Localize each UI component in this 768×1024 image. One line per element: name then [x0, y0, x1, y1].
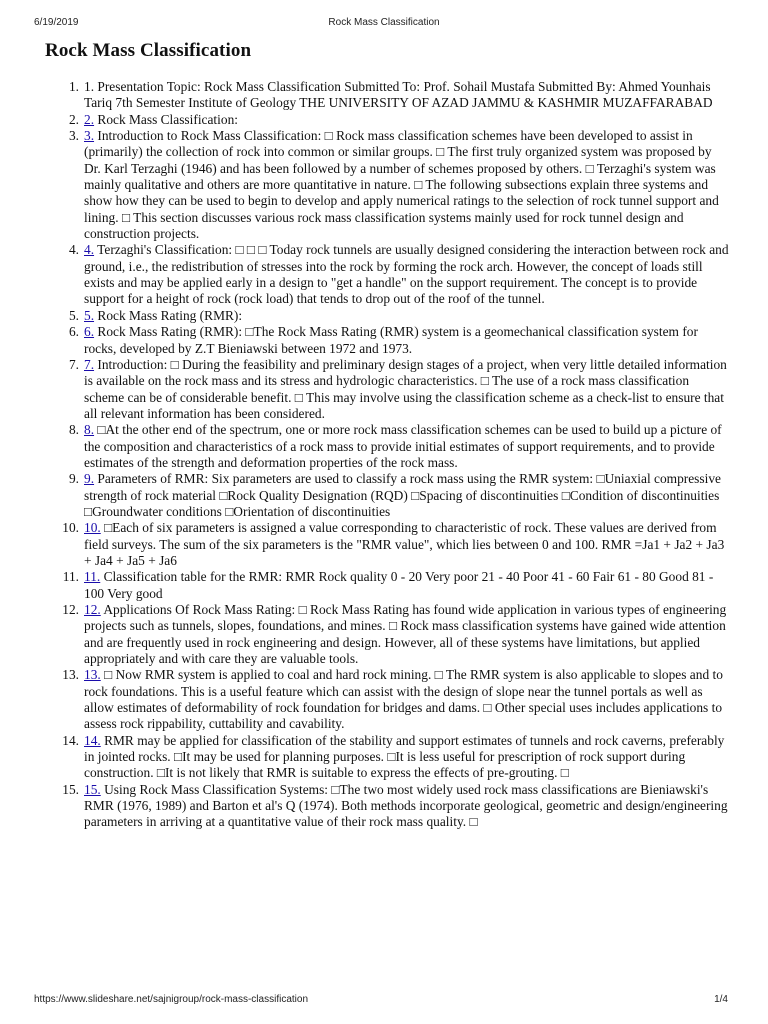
- list-item-text: Introduction to Rock Mass Classification: □ Rock mass classification schemes have been developed to assist in (primarily) the collection of rock into common or similar groups. □ The first truly organized system was proposed by Dr. Karl Terzaghi (1946) and has been followed by a number of schemes proposed by others. □ Terzaghi's system was mainly qualitative and others are more quantitative in nature. □ The following subsections explain three systems and show how they can be used to begin to develop and apply numerical ratings to the selection of rock tunnel support and lining. □ This section discusses various rock mass classification systems mainly used for rock tunnel design and construction projects.: [84, 128, 719, 242]
- list-item-text: Rock Mass Rating (RMR):: [94, 307, 243, 323]
- list-item: [68, 79, 730, 112]
- list-item: [68, 128, 730, 242]
- list-item-text: Terzaghi's Classification: □ □ □ Today rock tunnels are usually designed considering the interaction between rock and ground, i.e., the redistribution of stresses into the rock by forming the rock arch. However, the concept of loads still exists and may be applied early in a design to "get a handle" on the support requirement. The concept is to provide support for a height of rock (rock load) that tends to drop out of the roof of the tunnel.: [84, 242, 729, 307]
- list-item-number: 9.: [68, 471, 79, 487]
- list-item-number: 14.: [62, 732, 79, 748]
- list-item-text: Rock Mass Rating (RMR): □The Rock Mass Rating (RMR) system is a geomechanical classification system for rocks, developed by Z.T Bieniawski between 1972 and 1973.: [84, 324, 698, 356]
- list-item: [62, 520, 730, 569]
- list-item: [62, 781, 730, 831]
- list-item: [62, 732, 730, 782]
- list-item-text: □Each of six parameters is assigned a value corresponding to characteristic of rock. These values are derived from field surveys. The sum of the six parameters is the "RMR value", which lies between 0 and 100. RMR =Ja1 + Ja2 + Ja3 + Ja4 + Ja5 + Ja6: [84, 520, 725, 568]
- slide-link[interactable]: 3.: [84, 128, 95, 144]
- list-item: [68, 356, 730, 422]
- slide-link[interactable]: 8.: [84, 422, 95, 438]
- list-item-number: 12.: [62, 602, 79, 617]
- list-item: [68, 324, 730, 357]
- list-item-text: □ Now RMR system is applied to coal and hard rock mining. □ The RMR system is also applicable to slopes and to rock foundations. This is a useful feature which can assist with the design of slope near the tunnel portals as well as allow estimates of deformability of rock foundation for bridges and dams. □ Other special uses includes applications to assess rock rippability, cuttability and cavability.: [84, 667, 723, 732]
- slide-link[interactable]: 14.: [84, 732, 101, 748]
- list-item-number: 6.: [68, 324, 79, 340]
- list-item-text: 1. Presentation Topic: Rock Mass Classification Submitted To: Prof. Sohail Mustafa Submitted By: Ahmed Younhais Tariq 7th Semester Institute of Geology THE UNIVERSITY OF AZAD JAMMU & KASHMIR MUZAFFARABAD: [84, 79, 713, 111]
- slide-link[interactable]: 4.: [84, 242, 95, 258]
- list-item: [62, 602, 730, 667]
- slide-list: [62, 79, 730, 831]
- list-item-number: 4.: [68, 242, 79, 258]
- slide-link[interactable]: 13.: [84, 667, 101, 683]
- page-title: Rock Mass Classification: [45, 40, 252, 61]
- list-item-text: Introduction: □ During the feasibility and preliminary design stages of a project, when very little detailed information is available on the rock mass and its stress and hydrologic characteristics. □ The use of a rock mass classification scheme can be of considerable benefit. □ This may involve using the classification scheme as a check-list to ensure that all relevant information has been considered.: [84, 356, 727, 421]
- list-item-number: 11.: [62, 569, 79, 585]
- slide-link[interactable]: 7.: [84, 356, 95, 372]
- list-item-number: 13.: [62, 667, 79, 683]
- slide-link[interactable]: 15.: [84, 781, 101, 797]
- list-item-text: Using Rock Mass Classification Systems: □The two most widely used rock mass classifications are Bieniawski's RMR (1976, 1989) and Barton et al's Q (1974). Both methods incorporate geological, geometric and design/engineering parameters in arriving at a quantitative value of their rock mass quality. □: [84, 781, 728, 830]
- list-item-number: 8.: [68, 422, 79, 438]
- list-item-text: Rock Mass Classification:: [94, 111, 238, 127]
- footer-page-number: 1/4: [714, 994, 728, 1005]
- list-item-text: Classification table for the RMR: RMR Rock quality 0 - 20 Very poor 21 - 40 Poor 41 - 60 Fair 61 - 80 Good 81 - 100 Very good: [84, 569, 714, 601]
- slide-link[interactable]: 12.: [84, 602, 101, 617]
- list-item: [62, 569, 730, 602]
- footer-url: https://www.slideshare.net/sajnigroup/rock-mass-classification: [34, 994, 308, 1005]
- list-item: [68, 307, 730, 324]
- list-item-text: □At the other end of the spectrum, one or more rock mass classification schemes can be used to build up a picture of the composition and characteristics of a rock mass to provide initial estimates of support requirements, and to provide estimates of the strength and deformation properties of the rock mass.: [84, 422, 722, 470]
- print-footer: [0, 994, 768, 1008]
- slide-link[interactable]: 11.: [84, 569, 101, 585]
- list-item: [62, 667, 730, 732]
- slide-link[interactable]: 9.: [84, 471, 95, 487]
- slide-link[interactable]: 6.: [84, 324, 95, 340]
- list-item-number: 7.: [68, 356, 79, 372]
- list-item-number: 15.: [62, 781, 79, 797]
- list-item: [68, 471, 730, 520]
- print-header: [0, 17, 768, 31]
- print-date: 6/19/2019: [34, 17, 79, 28]
- slide-link[interactable]: 10.: [84, 520, 101, 536]
- list-item-number: 3.: [68, 128, 79, 144]
- list-item: [68, 422, 730, 471]
- list-item-number: 1.: [68, 79, 79, 94]
- list-item-number: 10.: [62, 520, 79, 536]
- list-item-text: Parameters of RMR: Six parameters are used to classify a rock mass using the RMR system: □Uniaxial compressive strength of rock material □Rock Quality Designation (RQD) □Spacing of discontinuities □Condition of discontinuities □Groundwater conditions □Orientation of discontinuities: [84, 471, 721, 519]
- list-item: [68, 242, 730, 307]
- print-doc-title: Rock Mass Classification: [328, 17, 440, 28]
- list-item-text: Applications Of Rock Mass Rating: □ Rock Mass Rating has found wide application in various types of engineering projects such as tunnels, slopes, foundations, and mines. □ Rock mass classification systems have gained wide attention and are frequently used in rock engineering and design. However, all of these systems have limitations, but applied appropriately and with care they are valuable tools.: [84, 602, 727, 667]
- list-item-text: RMR may be applied for classification of the stability and support estimates of tunnels and rock caverns, preferably in jointed rocks. □It may be used for planning purposes. □It is less useful for prescription of rock support during construction. □It is not likely that RMR is suitable to express the effects of pre-grouting. □: [84, 732, 725, 781]
- slide-link[interactable]: 2.: [84, 111, 95, 127]
- list-item-number: 2.: [68, 111, 79, 127]
- slide-link[interactable]: 5.: [84, 307, 95, 323]
- list-item: [68, 111, 730, 128]
- list-item-number: 5.: [68, 307, 79, 323]
